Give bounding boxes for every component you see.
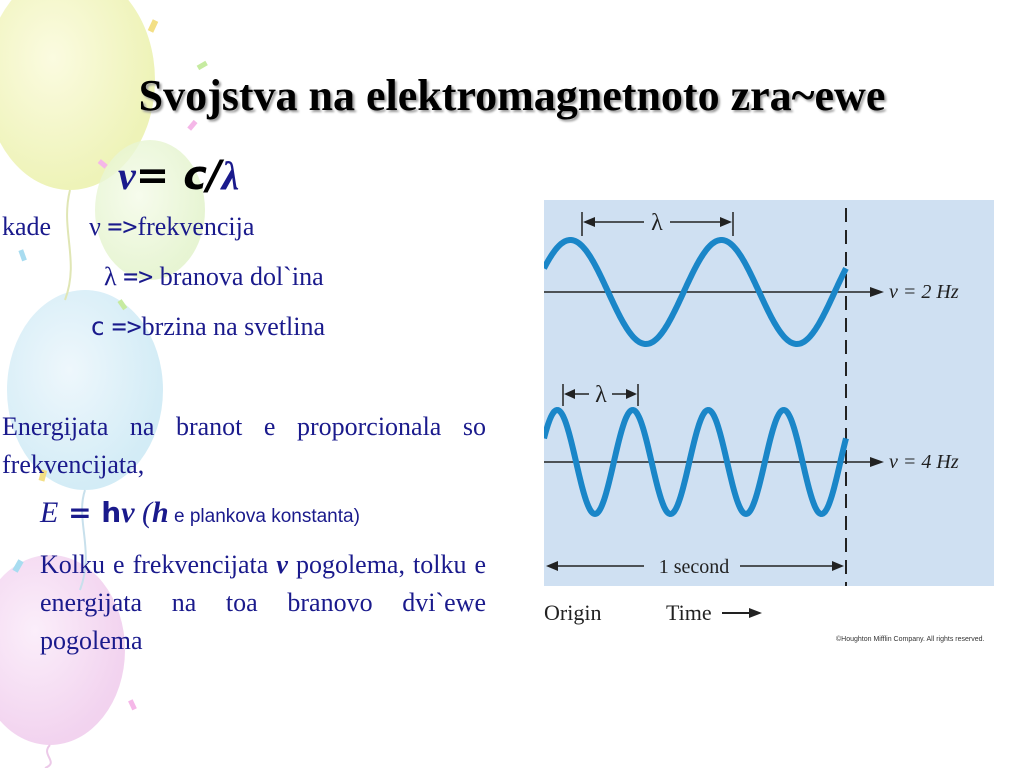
closing-nu-symbol: ν — [276, 550, 288, 579]
energy-paragraph-text: Energijata na branot e proporcionala so frekvencijata, — [2, 412, 486, 479]
definition-wavelength — [104, 262, 324, 292]
slide-title: Svojstva na elektromagnetnoto zra~ewe — [138, 71, 886, 120]
nu-symbol: ν — [118, 153, 136, 198]
planck-note: e plankova konstanta) — [168, 506, 360, 527]
definition-symbol: ν — [89, 212, 101, 241]
one-second-label: 1 second — [658, 556, 730, 578]
closing-paragraph-end: pogolema, tolku e energijata na toa branovo dvi`ewe pogolema — [40, 550, 487, 655]
frequency-wave-diagram — [544, 200, 1014, 640]
wavelength-label-1: λ — [651, 210, 663, 236]
lambda-symbol: λ — [221, 153, 240, 198]
definition-symbol: λ — [104, 262, 117, 291]
time-arrow-head — [749, 608, 762, 618]
wave-formula — [118, 152, 239, 199]
formula-equals-c: = c/ — [135, 153, 222, 199]
energy-formula — [40, 496, 360, 530]
definition-frequency — [2, 212, 254, 242]
diagram-panel — [544, 200, 994, 586]
origin-label: Origin — [544, 600, 602, 625]
planck-h-symbol: h — [152, 496, 169, 529]
equals-h: = h — [58, 496, 122, 529]
closing-paragraph — [40, 546, 486, 660]
closing-paragraph-start: Kolku e frekvencijata — [40, 550, 269, 579]
copyright-notice: ©Houghton Mifflin Company. All rights reserved. — [836, 636, 985, 643]
paren-open: ( — [134, 496, 153, 529]
wave1-frequency-label: ν = 2 Hz — [889, 281, 959, 303]
wavelength-label-2: λ — [595, 382, 607, 408]
time-label: Time — [666, 600, 712, 625]
wave2-frequency-label: ν = 4 Hz — [889, 451, 959, 473]
definition-text: brzina na svetlina — [141, 312, 326, 341]
energy-nu-symbol: ν — [121, 496, 135, 529]
definition-arrow: => — [111, 312, 142, 341]
definition-speed-of-light — [90, 312, 325, 342]
definition-prefix: kade — [2, 212, 52, 241]
definition-arrow: => — [107, 212, 138, 241]
definition-text: branova dol`ina — [153, 262, 324, 291]
definition-arrow: => — [123, 262, 154, 291]
definition-symbol: c — [90, 312, 106, 341]
energy-paragraph — [2, 408, 486, 484]
definition-text: frekvencija — [137, 212, 255, 241]
energy-symbol: E — [40, 496, 59, 529]
